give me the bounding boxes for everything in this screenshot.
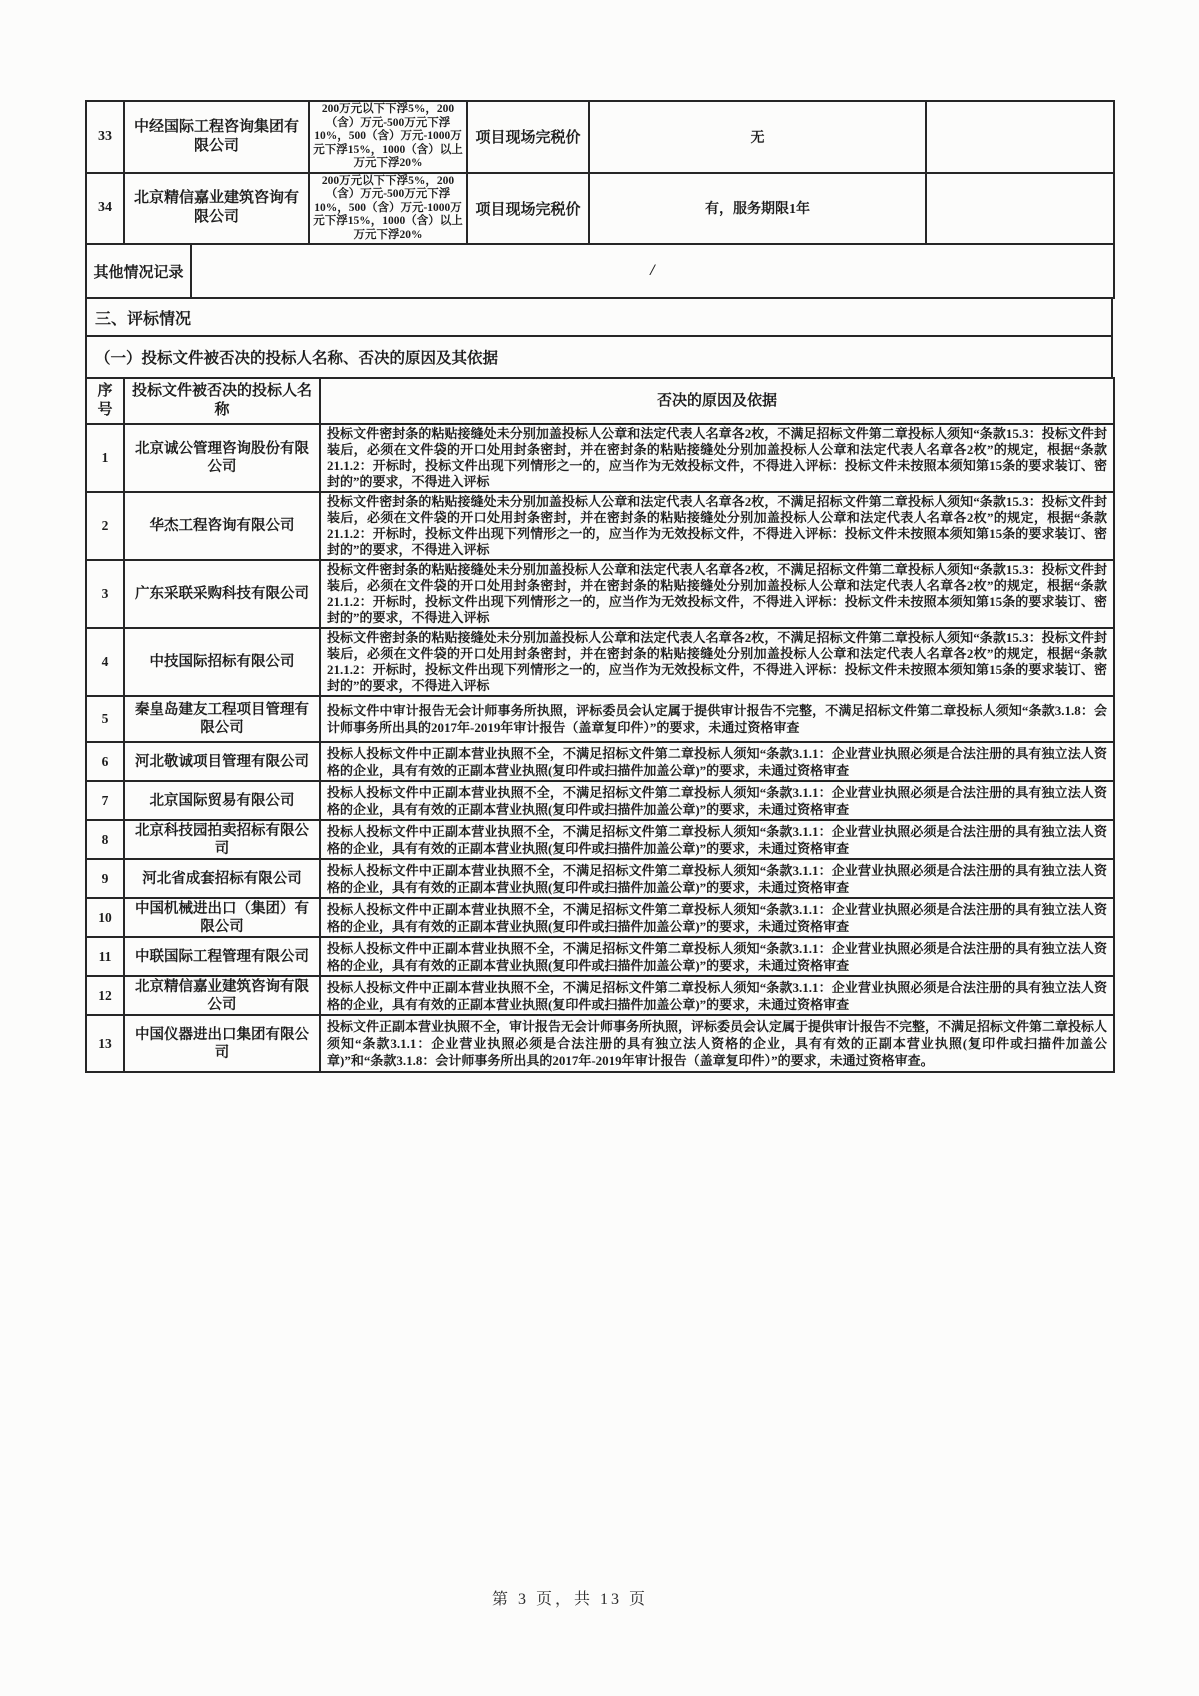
row-number: 11: [86, 937, 124, 976]
rejection-reason: 投标文件密封条的粘贴接缝处未分别加盖投标人公章和法定代表人名章各2枚，不满足招标文件第二章投标人须知“条款15.3：投标文件封装后，必须在文件袋的开口处用封条密封，并在密封条的粘贴接缝处分别加盖投标人公章和法定代表人名章各2枚”的规定，根据“条款21.1.2：开标时，投标文件出现下列情形之一的，应当作为无效投标文件，不得进入评标：投标文件未按照本须知第15条的要求装订、密封的”的要求，不得进入评标: [320, 492, 1114, 560]
bidder-name: 中技国际招标有限公司: [124, 628, 320, 696]
row-number: 1: [86, 424, 124, 492]
bidder-name: 河北敬诚项目管理有限公司: [124, 742, 320, 781]
header-no: 序号: [86, 378, 124, 424]
other-records-row: [86, 244, 1114, 298]
price-basis: 项目现场完税价: [467, 173, 589, 245]
row-number: 2: [86, 492, 124, 560]
rejection-reason: 投标人投标文件中正副本营业执照不全，不满足招标文件第二章投标人须知“条款3.1.1：企业营业执照必须是合法注册的具有独立法人资格的企业，具有有效的正副本营业执照(复印件或扫描件加盖公章)”的要求，未通过资格审查: [320, 742, 1114, 781]
row-number: 4: [86, 628, 124, 696]
bidder-name: 中国机械进出口（集团）有限公司: [124, 898, 320, 937]
rejection-reason: 投标人投标文件中正副本营业执照不全，不满足招标文件第二章投标人须知“条款3.1.1：企业营业执照必须是合法注册的具有独立法人资格的企业，具有有效的正副本营业执照(复印件或扫描件加盖公章)”的要求，未通过资格审查: [320, 781, 1114, 820]
rejection-reason: 投标人投标文件中正副本营业执照不全，不满足招标文件第二章投标人须知“条款3.1.1：企业营业执照必须是合法注册的具有独立法人资格的企业，具有有效的正副本营业执照(复印件或扫描件加盖公章)”的要求，未通过资格审查: [320, 898, 1114, 937]
row-number: 34: [86, 173, 124, 245]
bidder-name: 河北省成套招标有限公司: [124, 859, 320, 898]
price-basis: 项目现场完税价: [467, 101, 589, 173]
row-number: 5: [86, 696, 124, 742]
page-number: 第 3 页，共 13 页: [491, 1591, 648, 1608]
other-records-value: /: [191, 244, 1114, 298]
header-reason: 否决的原因及依据: [320, 378, 1114, 424]
section-heading-evaluation: 三、评标情况: [85, 297, 1113, 337]
rejected-bidders-table: [85, 377, 1115, 1073]
rejection-reason: 投标文件密封条的粘贴接缝处未分别加盖投标人公章和法定代表人名章各2枚，不满足招标文件第二章投标人须知“条款15.3：投标文件封装后，必须在文件袋的开口处用封条密封，并在密封条的粘贴接缝处分别加盖投标人公章和法定代表人名章各2枚”的规定，根据“条款21.1.2：开标时，投标文件出现下列情形之一的，应当作为无效投标文件，不得进入评标：投标文件未按照本须知第15条的要求装订、密封的”的要求，不得进入评标: [320, 424, 1114, 492]
bidder-name: 北京精信嘉业建筑咨询有限公司: [124, 976, 320, 1015]
rejection-row-5: [86, 696, 1114, 742]
rejection-reason: 投标人投标文件中正副本营业执照不全，不满足招标文件第二章投标人须知“条款3.1.1：企业营业执照必须是合法注册的具有独立法人资格的企业，具有有效的正副本营业执照(复印件或扫描件加盖公章)”的要求，未通过资格审查: [320, 820, 1114, 859]
bidder-name: 广东采联采购科技有限公司: [124, 560, 320, 628]
table-row-34: [86, 173, 1114, 245]
document-body: [85, 100, 1113, 1073]
row-number: 9: [86, 859, 124, 898]
row-number: 3: [86, 560, 124, 628]
rejection-reason: 投标人投标文件中正副本营业执照不全，不满足招标文件第二章投标人须知“条款3.1.1：企业营业执照必须是合法注册的具有独立法人资格的企业，具有有效的正副本营业执照(复印件或扫描件加盖公章)”的要求，未通过资格审查: [320, 937, 1114, 976]
rejection-row-13: [86, 1015, 1114, 1072]
rejection-reason: 投标文件密封条的粘贴接缝处未分别加盖投标人公章和法定代表人名章各2枚，不满足招标文件第二章投标人须知“条款15.3：投标文件封装后，必须在文件袋的开口处用封条密封，并在密封条的粘贴接缝处分别加盖投标人公章和法定代表人名章各2枚”的规定，根据“条款21.1.2：开标时，投标文件出现下列情形之一的，应当作为无效投标文件，不得进入评标：投标文件未按照本须知第15条的要求装订、密封的”的要求，不得进入评标: [320, 628, 1114, 696]
rejection-row-6: [86, 742, 1114, 781]
bidder-name: 北京精信嘉业建筑咨询有限公司: [124, 173, 309, 245]
rejection-row-12: [86, 976, 1114, 1015]
rejection-row-4: [86, 628, 1114, 696]
section-heading-rejected-bidders: （一）投标文件被否决的投标人名称、否决的原因及其依据: [85, 335, 1113, 379]
row-number: 7: [86, 781, 124, 820]
row-number: 12: [86, 976, 124, 1015]
empty-cell: [926, 101, 1114, 173]
table-row-33: [86, 101, 1114, 173]
empty-cell: [926, 173, 1114, 245]
row-number: 6: [86, 742, 124, 781]
bidder-name: 中国仪器进出口集团有限公司: [124, 1015, 320, 1072]
bid-quote-continuation-table: [85, 100, 1115, 245]
rejection-reason: 投标文件密封条的粘贴接缝处未分别加盖投标人公章和法定代表人名章各2枚，不满足招标文件第二章投标人须知“条款15.3：投标文件封装后，必须在文件袋的开口处用封条密封，并在密封条的粘贴接缝处分别加盖投标人公章和法定代表人名章各2枚”的规定，根据“条款21.1.2：开标时，投标文件出现下列情形之一的，应当作为无效投标文件，不得进入评标：投标文件未按照本须知第15条的要求装订、密封的”的要求，不得进入评标: [320, 560, 1114, 628]
header-bidder: 投标文件被否决的投标人名称: [124, 378, 320, 424]
response-value: 无: [589, 101, 926, 173]
bidder-name: 北京国际贸易有限公司: [124, 781, 320, 820]
other-records-table: [85, 243, 1115, 299]
rejection-table-header-row: [86, 378, 1114, 424]
rejection-row-11: [86, 937, 1114, 976]
row-number: 13: [86, 1015, 124, 1072]
rejection-reason: 投标文件中审计报告无会计师事务所执照，评标委员会认定属于提供审计报告不完整，不满足招标文件第二章投标人须知“条款3.1.8：会计师事务所出具的2017年-2019年审计报告（盖章复印件）”的要求，未通过资格审查: [320, 696, 1114, 742]
rejection-reason: 投标文件正副本营业执照不全，审计报告无会计师事务所执照，评标委员会认定属于提供审计报告不完整，不满足招标文件第二章投标人须知“条款3.1.1：企业营业执照必须是合法注册的具有独立法人资格的企业，具有有效的正副本营业执照(复印件或扫描件加盖公章)”和“条款3.1.8：会计师事务所出具的2017年-2019年审计报告（盖章复印件）”的要求，未通过资格审查。: [320, 1015, 1114, 1072]
rejection-reason: 投标人投标文件中正副本营业执照不全，不满足招标文件第二章投标人须知“条款3.1.1：企业营业执照必须是合法注册的具有独立法人资格的企业，具有有效的正副本营业执照(复印件或扫描件加盖公章)”的要求，未通过资格审查: [320, 976, 1114, 1015]
rate-quote: 200万元以下下浮5%，200（含）万元-500万元下浮10%，500（含）万元-1000万元下浮15%，1000（含）以上万元下浮20%: [309, 101, 467, 173]
response-value: 有，服务期限1年: [589, 173, 926, 245]
rejection-row-1: [86, 424, 1114, 492]
rejection-row-7: [86, 781, 1114, 820]
row-number: 8: [86, 820, 124, 859]
other-records-label: 其他情况记录: [86, 244, 191, 298]
bidder-name: 中经国际工程咨询集团有限公司: [124, 101, 309, 173]
rejection-reason: 投标人投标文件中正副本营业执照不全，不满足招标文件第二章投标人须知“条款3.1.1：企业营业执照必须是合法注册的具有独立法人资格的企业，具有有效的正副本营业执照(复印件或扫描件加盖公章)”的要求，未通过资格审查: [320, 859, 1114, 898]
bidder-name: 北京诚公管理咨询股份有限公司: [124, 424, 320, 492]
rejection-row-8: [86, 820, 1114, 859]
row-number: 10: [86, 898, 124, 937]
row-number: 33: [86, 101, 124, 173]
bidder-name: 北京科技园拍卖招标有限公司: [124, 820, 320, 859]
bidder-name: 华杰工程咨询有限公司: [124, 492, 320, 560]
rate-quote: 200万元以下下浮5%，200（含）万元-500万元下浮10%，500（含）万元-1000万元下浮15%，1000（含）以上万元下浮20%: [309, 173, 467, 245]
rejection-row-10: [86, 898, 1114, 937]
bidder-name: 中联国际工程管理有限公司: [124, 937, 320, 976]
bidder-name: 秦皇岛建友工程项目管理有限公司: [124, 696, 320, 742]
rejection-row-2: [86, 492, 1114, 560]
rejection-row-9: [86, 859, 1114, 898]
rejection-row-3: [86, 560, 1114, 628]
